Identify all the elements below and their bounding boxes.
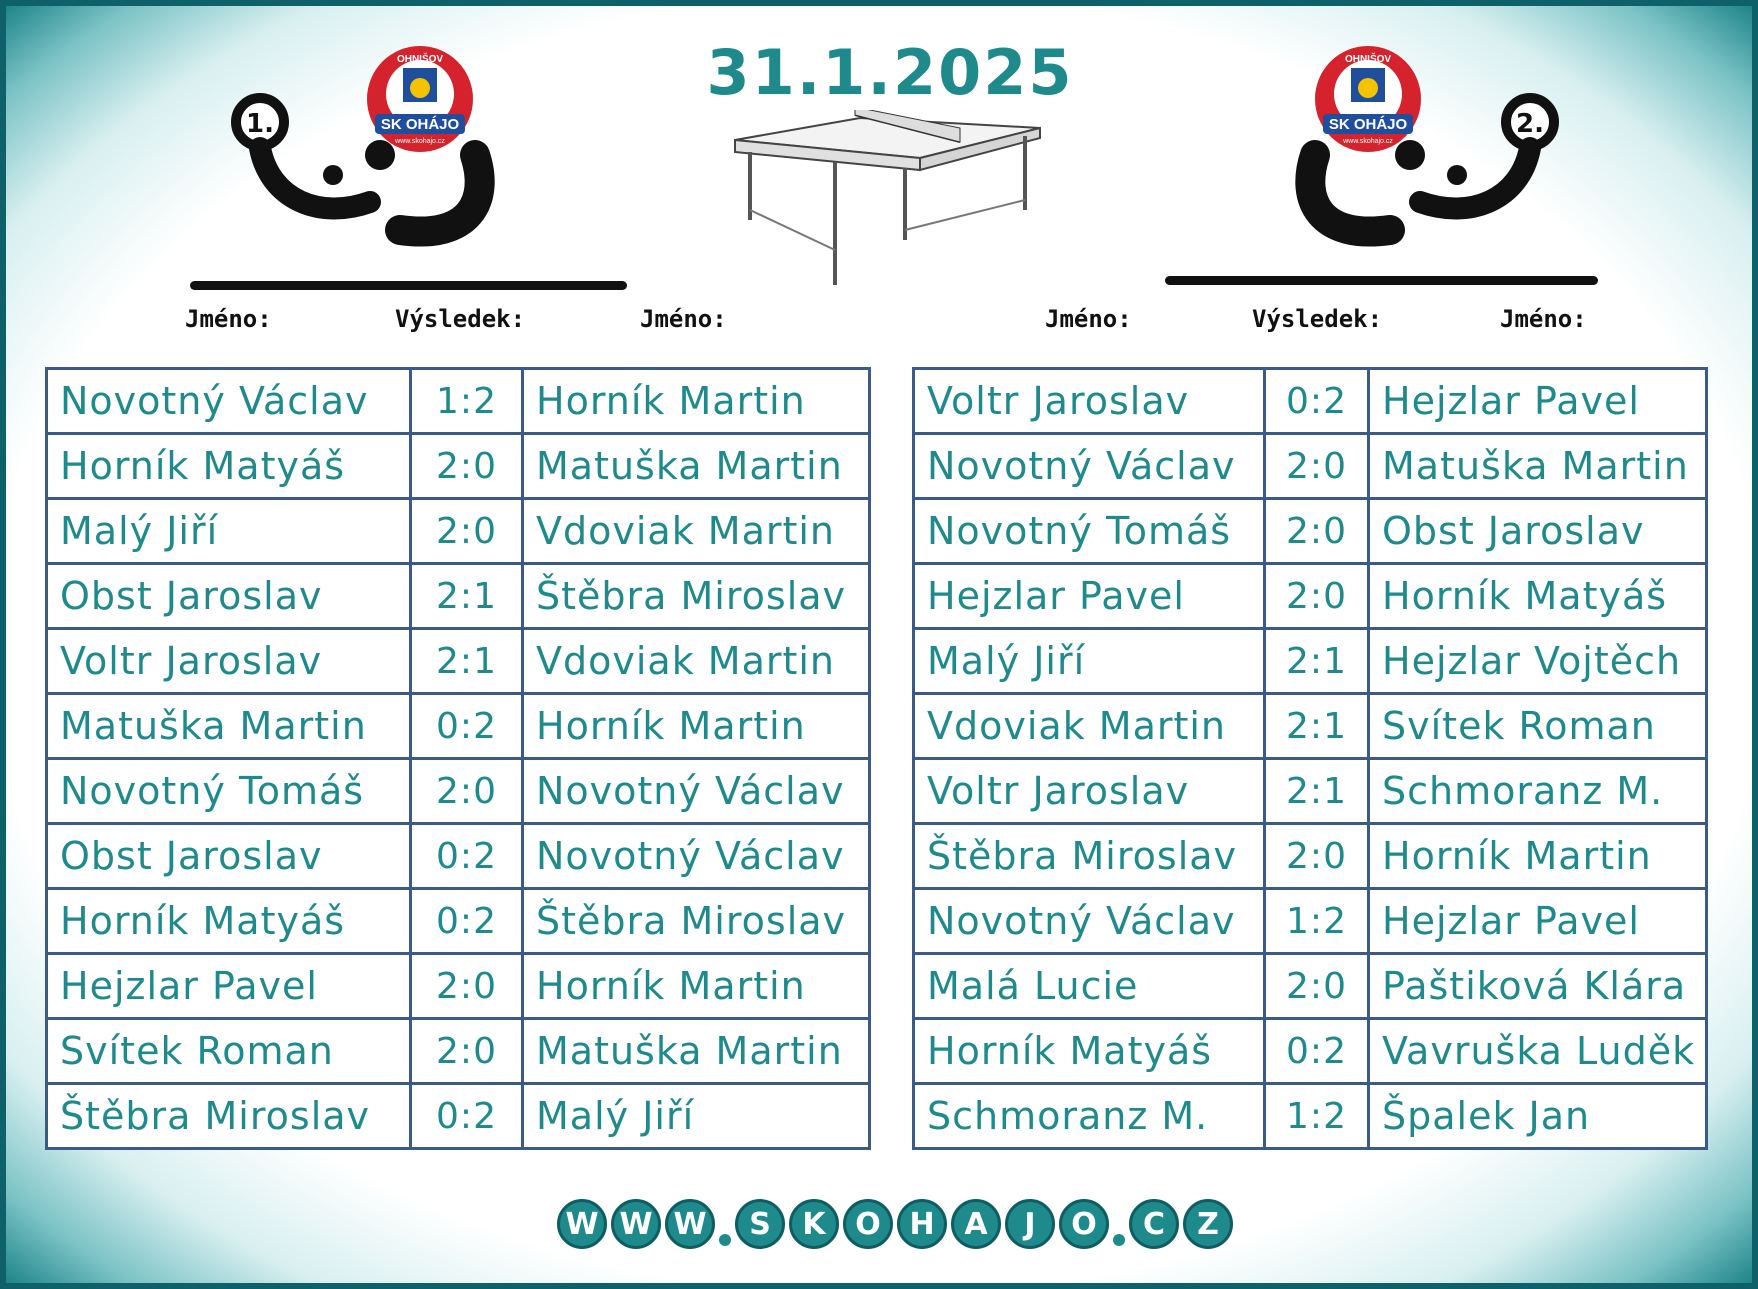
match-row <box>47 434 870 499</box>
match-score: 2:1 <box>1265 694 1369 759</box>
match-score: 2:0 <box>411 954 523 1019</box>
player-two-name: Špalek Jan <box>1369 1084 1707 1149</box>
match-date: 31.1.2025 <box>706 36 1074 109</box>
match-score: 2:0 <box>411 499 523 564</box>
match-row <box>914 434 1707 499</box>
url-letter-circle: Z <box>1183 1199 1233 1249</box>
player-one-name: Obst Jaroslav <box>47 824 411 889</box>
match-row <box>47 564 870 629</box>
player-one-name: Malý Jiří <box>914 629 1265 694</box>
player-one-name: Horník Matyáš <box>47 889 411 954</box>
match-row <box>914 499 1707 564</box>
url-dot <box>1113 1234 1125 1246</box>
match-row <box>914 889 1707 954</box>
url-dot <box>719 1234 731 1246</box>
player-two-name: Vavruška Luděk <box>1369 1019 1707 1084</box>
player-one-name: Svítek Roman <box>47 1019 411 1084</box>
match-row <box>914 564 1707 629</box>
player-two-name: Horník Martin <box>1369 824 1707 889</box>
ping-pong-table-icon <box>730 110 1050 290</box>
player-two-name: Schmoranz M. <box>1369 759 1707 824</box>
match-row <box>914 369 1707 434</box>
match-score: 2:1 <box>1265 759 1369 824</box>
match-row <box>914 1019 1707 1084</box>
match-score: 2:0 <box>1265 954 1369 1019</box>
url-letter-circle: W <box>665 1199 715 1249</box>
match-row <box>914 694 1707 759</box>
match-row <box>47 629 870 694</box>
player-one-name: Štěbra Miroslav <box>914 824 1265 889</box>
player-two-name: Hejzlar Vojtěch <box>1369 629 1707 694</box>
player-two-name: Svítek Roman <box>1369 694 1707 759</box>
player-one-name: Malý Jiří <box>47 499 411 564</box>
header-name-right-2: Jméno: <box>1500 305 1587 333</box>
player-one-name: Novotný Václav <box>914 889 1265 954</box>
header-name-left-1: Jméno: <box>185 305 272 333</box>
divider-line-left <box>190 281 627 290</box>
player-two-name: Vdoviak Martin <box>523 629 870 694</box>
match-score: 1:2 <box>411 369 523 434</box>
match-score: 0:2 <box>1265 369 1369 434</box>
player-two-name: Vdoviak Martin <box>523 499 870 564</box>
header-result-right: Výsledek: <box>1252 305 1383 333</box>
match-row <box>47 369 870 434</box>
player-one-name: Voltr Jaroslav <box>914 759 1265 824</box>
url-letter-circle: H <box>897 1199 947 1249</box>
results-table-right <box>912 367 1708 1150</box>
table-tennis-player-left-icon <box>220 90 520 260</box>
player-two-name: Malý Jiří <box>523 1084 870 1149</box>
player-two-name: Matuška Martin <box>523 1019 870 1084</box>
player-one-name: Voltr Jaroslav <box>914 369 1265 434</box>
match-row <box>914 824 1707 889</box>
player-two-name: Štěbra Miroslav <box>523 889 870 954</box>
player-two-name: Hejzlar Pavel <box>1369 889 1707 954</box>
player-badge-left: 1. <box>246 109 274 139</box>
match-row <box>47 889 870 954</box>
match-score: 2:1 <box>1265 629 1369 694</box>
player-one-name: Hejzlar Pavel <box>47 954 411 1019</box>
match-row <box>47 759 870 824</box>
player-two-name: Horník Martin <box>523 694 870 759</box>
logo-arc-left: OHNIŠOV <box>396 54 444 65</box>
header-result-left: Výsledek: <box>395 305 526 333</box>
match-row <box>47 824 870 889</box>
url-letter-circle: J <box>1005 1199 1055 1249</box>
player-two-name: Matuška Martin <box>523 434 870 499</box>
match-score: 1:2 <box>1265 1084 1369 1149</box>
match-score: 2:0 <box>1265 499 1369 564</box>
player-two-name: Obst Jaroslav <box>1369 499 1707 564</box>
match-score: 2:0 <box>411 434 523 499</box>
divider-line-right <box>1165 276 1598 285</box>
player-one-name: Hejzlar Pavel <box>914 564 1265 629</box>
header-name-left-2: Jméno: <box>640 305 727 333</box>
player-one-name: Vdoviak Martin <box>914 694 1265 759</box>
player-one-name: Voltr Jaroslav <box>47 629 411 694</box>
player-one-name: Štěbra Miroslav <box>47 1084 411 1149</box>
url-letter-circle: O <box>1059 1199 1109 1249</box>
match-row <box>914 954 1707 1019</box>
match-row <box>47 1084 870 1149</box>
player-badge-right: 2. <box>1516 109 1544 139</box>
player-two-name: Novotný Václav <box>523 824 870 889</box>
match-score: 2:0 <box>1265 434 1369 499</box>
match-score: 2:0 <box>411 1019 523 1084</box>
player-two-name: Horník Martin <box>523 369 870 434</box>
logo-name-right: SK OHÁJO <box>1328 116 1408 133</box>
url-letter-circle: K <box>789 1199 839 1249</box>
match-score: 2:0 <box>411 759 523 824</box>
website-url-footer <box>550 1194 1240 1254</box>
player-one-name: Schmoranz M. <box>914 1084 1265 1149</box>
match-score: 1:2 <box>1265 889 1369 954</box>
player-one-name: Novotný Tomáš <box>47 759 411 824</box>
player-two-name: Novotný Václav <box>523 759 870 824</box>
player-one-name: Malá Lucie <box>914 954 1265 1019</box>
match-score: 0:2 <box>411 889 523 954</box>
url-letter-circle: C <box>1129 1199 1179 1249</box>
match-score: 2:0 <box>1265 564 1369 629</box>
player-two-name: Paštiková Klára <box>1369 954 1707 1019</box>
player-one-name: Matuška Martin <box>47 694 411 759</box>
header-name-right-1: Jméno: <box>1045 305 1132 333</box>
logo-url-right: www.skohajo.cz <box>1343 138 1393 145</box>
player-two-name: Matuška Martin <box>1369 434 1707 499</box>
logo-name-left: SK OHÁJO <box>380 116 460 133</box>
url-letter-circle: A <box>951 1199 1001 1249</box>
player-two-name: Horník Matyáš <box>1369 564 1707 629</box>
match-row <box>914 629 1707 694</box>
match-score: 2:1 <box>411 629 523 694</box>
player-one-name: Novotný Václav <box>47 369 411 434</box>
url-letter-circle: W <box>611 1199 661 1249</box>
player-two-name: Štěbra Miroslav <box>523 564 870 629</box>
url-letter-circle: O <box>843 1199 893 1249</box>
logo-arc-right: OHNIŠOV <box>1344 54 1392 65</box>
player-one-name: Horník Matyáš <box>914 1019 1265 1084</box>
match-row <box>47 499 870 564</box>
player-one-name: Horník Matyáš <box>47 434 411 499</box>
table-tennis-player-right-icon <box>1280 90 1580 260</box>
match-row <box>47 1019 870 1084</box>
player-two-name: Hejzlar Pavel <box>1369 369 1707 434</box>
player-one-name: Obst Jaroslav <box>47 564 411 629</box>
match-score: 2:1 <box>411 564 523 629</box>
results-table-left <box>45 367 871 1150</box>
player-one-name: Novotný Tomáš <box>914 499 1265 564</box>
match-score: 0:2 <box>411 694 523 759</box>
match-score: 2:0 <box>1265 824 1369 889</box>
match-row <box>47 694 870 759</box>
match-row <box>47 954 870 1019</box>
match-row <box>914 1084 1707 1149</box>
player-two-name: Horník Martin <box>523 954 870 1019</box>
match-score: 0:2 <box>411 1084 523 1149</box>
match-score: 0:2 <box>411 824 523 889</box>
player-one-name: Novotný Václav <box>914 434 1265 499</box>
match-row <box>914 759 1707 824</box>
url-letter-circle: S <box>735 1199 785 1249</box>
match-score: 0:2 <box>1265 1019 1369 1084</box>
logo-url-left: www.skohajo.cz <box>395 138 445 145</box>
url-letter-circle: W <box>557 1199 607 1249</box>
